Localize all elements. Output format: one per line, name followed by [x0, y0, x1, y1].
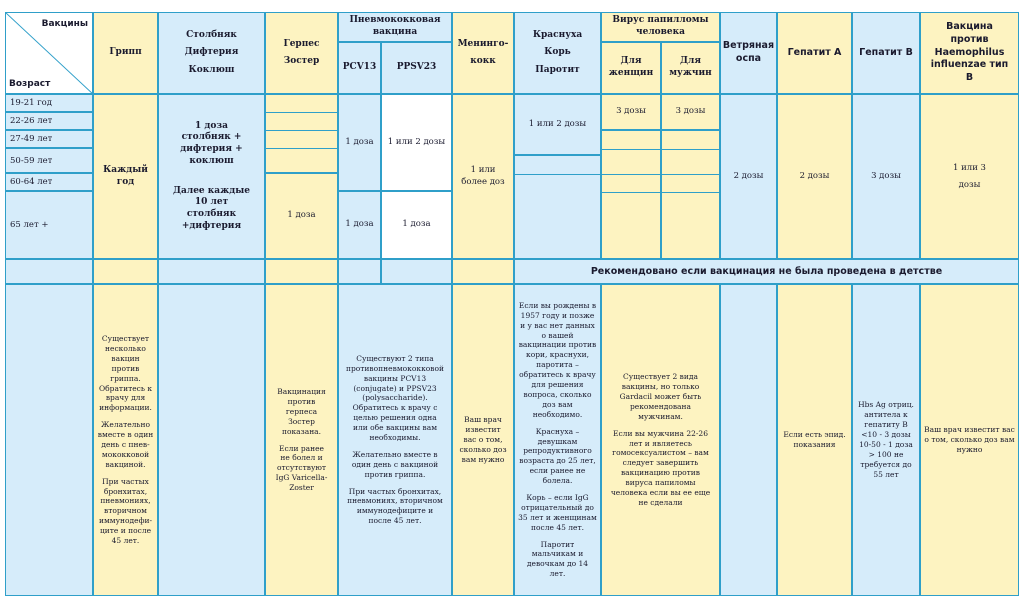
header-hepatitis-b: Гепатит В — [852, 12, 920, 94]
hepatitis-b-dose: 3 дозы — [852, 94, 920, 259]
varicella-dose: 2 дозы — [720, 94, 777, 259]
pcv13-dose-lower: 1 доза — [338, 191, 381, 259]
mmr-empty-cell — [514, 155, 601, 259]
recommended-banner: Рекомендовано если вакцинация не была проведена в детстве — [514, 259, 1019, 284]
hpv-women-dose: 3 дозы — [601, 94, 661, 130]
banner-spacer — [338, 259, 381, 284]
tdap-notes-empty — [158, 284, 265, 596]
vaccination-schedule-table — [5, 12, 1019, 596]
hib-note: Ваш врач известит вас о том, сколько доз вам нужно — [920, 284, 1019, 596]
varicella-notes-empty — [720, 284, 777, 596]
age-row: 65 лет + — [5, 191, 93, 259]
age-row: 27-49 лет — [5, 130, 93, 148]
meningococcus-dose: 1 или более доз — [452, 94, 514, 259]
banner-spacer — [158, 259, 265, 284]
header-hpv-men: Для мужчин — [661, 42, 720, 94]
age-row: 50-59 лет — [5, 148, 93, 173]
corner-header-cell — [5, 12, 93, 94]
age-row: 60-64 лет — [5, 173, 93, 191]
header-meningococcus: Менинго- кокк — [452, 12, 514, 94]
hepatitis-a-note: Если есть эпид. показания — [777, 284, 852, 596]
header-tdap: Столбняк Дифтерия Коклюш — [158, 12, 265, 94]
header-zoster: Герпес Зостер — [265, 12, 338, 94]
header-hib: Вакцина против Haemophilus influenzae тип В — [920, 12, 1019, 94]
zoster-note: Вакцинация против герпеса Зостер показана. Если ранее не болел и отсутствуют IgG Varicella-Zoster — [265, 284, 338, 596]
notes-spacer — [5, 284, 93, 596]
hpv-note: Существует 2 вида вакцины, но только Gardacil может быть рекомендована мужчинам. Если вы мужчина 22-26 лет и являетесь гомосексуалистом – вам следует завершить вакцинацию против вируса папиломы человека если вы ее еще не сделали — [601, 284, 720, 596]
banner-spacer — [265, 259, 338, 284]
mmr-note: Если вы рождены в 1957 году и позже и у вас нет данных о вашей вакцинации против кори, краснухи, паротита – обратитесь к врачу для решения вопроса, сколько доз вам необходимо. Краснуха – девушкам репродуктивного возраста до 25 лет, если ранее не болела. Корь – если IgG отрицательный до 35 лет и женщинам после 45 лет. Паротит мальчикам и девочкам до 14 лет. — [514, 284, 601, 596]
banner-spacer — [5, 259, 93, 284]
pcv13-dose-upper: 1 доза — [338, 94, 381, 191]
vaccines-corner-label: Вакцины — [41, 19, 88, 29]
meningococcus-note: Ваш врач известит вас о том, сколько доз вам нужно — [452, 284, 514, 596]
age-row: 22-26 лет — [5, 112, 93, 130]
mmr-dose: 1 или 2 дозы — [514, 94, 601, 155]
zoster-empty-cell — [265, 94, 338, 173]
age-corner-label: Возраст — [9, 79, 51, 89]
header-flu: Грипп — [93, 12, 158, 94]
header-hepatitis-a: Гепатит А — [777, 12, 852, 94]
banner-spacer — [93, 259, 158, 284]
hepatitis-a-dose: 2 дозы — [777, 94, 852, 259]
zoster-dose: 1 доза — [265, 173, 338, 259]
header-pcv13: PCV13 — [338, 42, 381, 94]
flu-dose: Каждый год — [93, 94, 158, 259]
header-varicella: Ветряная оспа — [720, 12, 777, 94]
flu-note: Существует несколько вакцин против гриппа. Обратитесь к врачу для информации. Желательно вместе в один день с пнев-мококковой вакциной. При частых бронхитах, пневмониях, вторичном иммунодефи-ците и после 45 лет. — [93, 284, 158, 596]
hib-dose: 1 или 3 дозы — [920, 94, 1019, 259]
header-pneumo: Пневмококковая вакцина — [338, 12, 452, 42]
hpv-women-empty — [601, 130, 661, 259]
banner-spacer — [452, 259, 514, 284]
hepatitis-b-note: Hbs Ag отриц. антитела к гепатиту В <10 - 3 дозы 10-50 - 1 доза > 100 не требуется до 55 лет — [852, 284, 920, 596]
header-mmr: Краснуха Корь Паротит — [514, 12, 601, 94]
tdap-dose: 1 доза столбняк + дифтерия + коклюш Далее каждые 10 лет столбняк +дифтерия — [158, 94, 265, 259]
ppsv23-dose-lower: 1 доза — [381, 191, 452, 259]
age-row: 19-21 год — [5, 94, 93, 112]
header-hpv: Вирус папилломы человека — [601, 12, 720, 42]
banner-spacer — [381, 259, 452, 284]
pneumococcal-note: Существуют 2 типа противопневмококковой вакцины PCV13 (conjugate) и PPSV23 (polysaccharide). Обратитесь к врачу с целью решения одна или обе вакцины вам необходимы. Желательно вместе в один день с вакциной против гриппа. При частых бронхитах, пневмониях, вторичном иммунодефиците и после 45 лет. — [338, 284, 452, 596]
hpv-men-dose: 3 дозы — [661, 94, 720, 130]
header-ppsv23: PPSV23 — [381, 42, 452, 94]
hpv-men-empty — [661, 130, 720, 259]
header-hpv-women: Для женщин — [601, 42, 661, 94]
ppsv23-dose-upper: 1 или 2 дозы — [381, 94, 452, 191]
